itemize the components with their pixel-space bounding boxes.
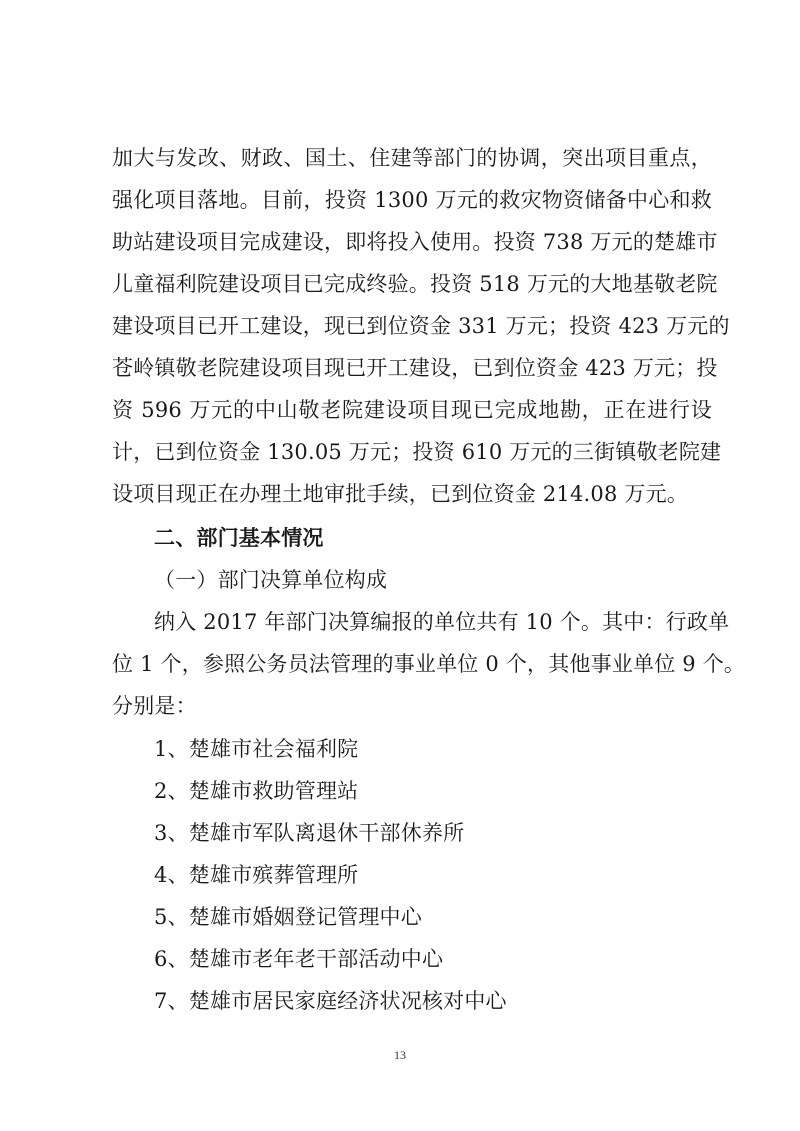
list-item: 4、楚雄市殡葬管理所 — [154, 863, 359, 887]
list-item: 3、楚雄市军队离退休干部休养所 — [154, 821, 465, 845]
list-item: 5、楚雄市婚姻登记管理中心 — [154, 905, 422, 929]
list-item: 1、楚雄市社会福利院 — [154, 737, 359, 761]
paragraph1-line-5: 建设项目已开工建设，现已到位资金 331 万元；投资 423 万元的 — [112, 314, 730, 338]
paragraph1-line-9: 设项目现正在办理土地审批手续，已到位资金 214.08 万元。 — [112, 482, 689, 506]
section-subheading: （一）部门决算单位构成 — [154, 568, 388, 592]
list-item: 2、楚雄市救助管理站 — [154, 779, 359, 803]
paragraph2-line-2: 位 1 个，参照公务员法管理的事业单位 0 个，其他事业单位 9 个。 — [112, 652, 746, 676]
paragraph1-line-3: 助站建设项目完成建设，即将投入使用。投资 738 万元的楚雄市 — [112, 230, 718, 254]
paragraph1-line-1: 加大与发改、财政、国土、住建等部门的协调，突出项目重点， — [112, 146, 712, 170]
paragraph2-line-3: 分别是： — [112, 694, 197, 718]
paragraph1-line-4: 儿童福利院建设项目已完成终验。投资 518 万元的大地基敬老院 — [112, 272, 718, 296]
paragraph1-line-8: 计，已到位资金 130.05 万元；投资 610 万元的三街镇敬老院建 — [112, 440, 722, 464]
paragraph1-line-7: 资 596 万元的中山敬老院建设项目现已完成地勘，正在进行设 — [112, 398, 712, 422]
section-heading: 二、部门基本情况 — [154, 525, 324, 550]
paragraph1-line-2: 强化项目落地。目前，投资 1300 万元的救灾物资储备中心和救 — [112, 188, 712, 212]
page-number: 13 — [394, 1048, 406, 1062]
list-item: 6、楚雄市老年老干部活动中心 — [154, 947, 444, 971]
paragraph2-line-1: 纳入 2017 年部门决算编报的单位共有 10 个。其中：行政单 — [154, 610, 730, 634]
list-item: 7、楚雄市居民家庭经济状况核对中心 — [154, 989, 507, 1013]
paragraph1-line-6: 苍岭镇敬老院建设项目现已开工建设，已到位资金 423 万元；投 — [112, 356, 718, 380]
